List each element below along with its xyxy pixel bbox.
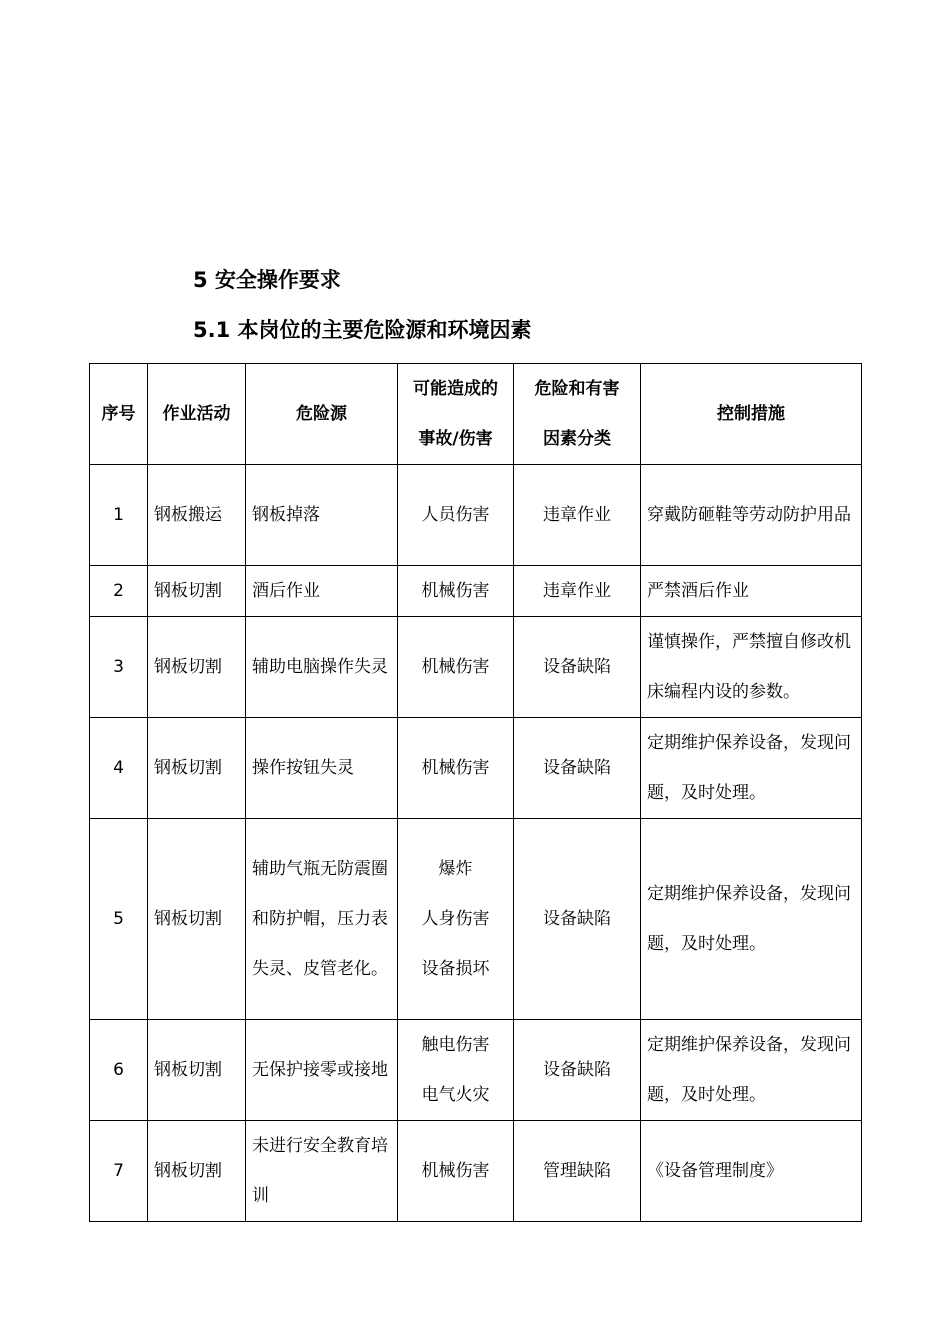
cell-accident-line: 机械伤害 xyxy=(421,758,490,778)
cell-category: 设备缺陷 xyxy=(514,617,641,718)
cell-category: 设备缺陷 xyxy=(514,1020,641,1121)
cell-activity: 钢板切割 xyxy=(148,617,246,718)
cell-hazard: 操作按钮失灵 xyxy=(246,718,398,819)
header-seq: 序号 xyxy=(90,364,148,465)
cell-accident-line: 设备损坏 xyxy=(421,959,490,979)
cell-activity: 钢板切割 xyxy=(148,1020,246,1121)
cell-activity: 钢板切割 xyxy=(148,566,246,617)
table-row xyxy=(90,566,862,617)
header-accident-line: 事故/伤害 xyxy=(418,429,493,449)
table-row xyxy=(90,465,862,566)
cell-control: 定期维护保养设备，发现问题，及时处理。 xyxy=(641,718,862,819)
cell-accident xyxy=(398,465,514,566)
header-accident xyxy=(398,364,514,465)
header-activity: 作业活动 xyxy=(148,364,246,465)
header-hazard: 危险源 xyxy=(246,364,398,465)
cell-seq: 5 xyxy=(90,819,148,1020)
cell-activity: 钢板切割 xyxy=(148,819,246,1020)
cell-accident xyxy=(398,718,514,819)
header-accident-line: 可能造成的 xyxy=(413,379,498,399)
cell-accident-line: 人员伤害 xyxy=(421,505,490,525)
cell-accident xyxy=(398,1020,514,1121)
cell-activity: 钢板搬运 xyxy=(148,465,246,566)
cell-accident xyxy=(398,819,514,1020)
cell-control: 严禁酒后作业 xyxy=(641,566,862,617)
cell-accident xyxy=(398,617,514,718)
cell-category: 管理缺陷 xyxy=(514,1121,641,1222)
cell-accident-line: 人身伤害 xyxy=(421,909,490,929)
cell-seq: 3 xyxy=(90,617,148,718)
hazard-table-body xyxy=(90,465,862,1222)
cell-hazard: 未进行安全教育培训 xyxy=(246,1121,398,1222)
cell-seq: 7 xyxy=(90,1121,148,1222)
cell-control: 穿戴防砸鞋等劳动防护用品 xyxy=(641,465,862,566)
hazard-table-header xyxy=(90,364,862,465)
section-title: 5 安全操作要求 xyxy=(193,268,341,292)
cell-accident-line: 机械伤害 xyxy=(421,657,490,677)
table-row xyxy=(90,819,862,1020)
cell-activity: 钢板切割 xyxy=(148,718,246,819)
cell-accident-line: 机械伤害 xyxy=(421,581,490,601)
table-row xyxy=(90,617,862,718)
cell-accident-line: 机械伤害 xyxy=(421,1161,490,1181)
cell-seq: 4 xyxy=(90,718,148,819)
cell-control: 定期维护保养设备，发现问题，及时处理。 xyxy=(641,1020,862,1121)
cell-control: 《设备管理制度》 xyxy=(641,1121,862,1222)
header-row xyxy=(90,364,862,465)
cell-seq: 1 xyxy=(90,465,148,566)
header-category xyxy=(514,364,641,465)
section-subtitle: 5.1 本岗位的主要危险源和环境因素 xyxy=(193,318,532,342)
table-row xyxy=(90,718,862,819)
header-category-line: 因素分类 xyxy=(543,429,611,449)
cell-hazard: 钢板掉落 xyxy=(246,465,398,566)
cell-control: 谨慎操作，严禁擅自修改机床编程内设的参数。 xyxy=(641,617,862,718)
cell-activity: 钢板切割 xyxy=(148,1121,246,1222)
cell-hazard: 酒后作业 xyxy=(246,566,398,617)
cell-accident-line: 触电伤害 xyxy=(421,1035,490,1055)
cell-hazard: 无保护接零或接地 xyxy=(246,1020,398,1121)
cell-category: 设备缺陷 xyxy=(514,819,641,1020)
cell-accident-line: 电气火灾 xyxy=(421,1085,490,1105)
cell-category: 违章作业 xyxy=(514,566,641,617)
cell-hazard: 辅助气瓶无防震圈和防护帽，压力表失灵、皮管老化。 xyxy=(246,819,398,1020)
header-category-line: 危险和有害 xyxy=(534,379,620,399)
cell-accident xyxy=(398,566,514,617)
cell-category: 违章作业 xyxy=(514,465,641,566)
cell-seq: 6 xyxy=(90,1020,148,1121)
cell-seq: 2 xyxy=(90,566,148,617)
hazard-table xyxy=(89,363,862,1222)
table-row xyxy=(90,1121,862,1222)
table-row xyxy=(90,1020,862,1121)
cell-category: 设备缺陷 xyxy=(514,718,641,819)
cell-accident xyxy=(398,1121,514,1222)
cell-hazard: 辅助电脑操作失灵 xyxy=(246,617,398,718)
header-control: 控制措施 xyxy=(641,364,862,465)
cell-accident-line: 爆炸 xyxy=(438,859,473,879)
cell-control: 定期维护保养设备，发现问题，及时处理。 xyxy=(641,819,862,1020)
